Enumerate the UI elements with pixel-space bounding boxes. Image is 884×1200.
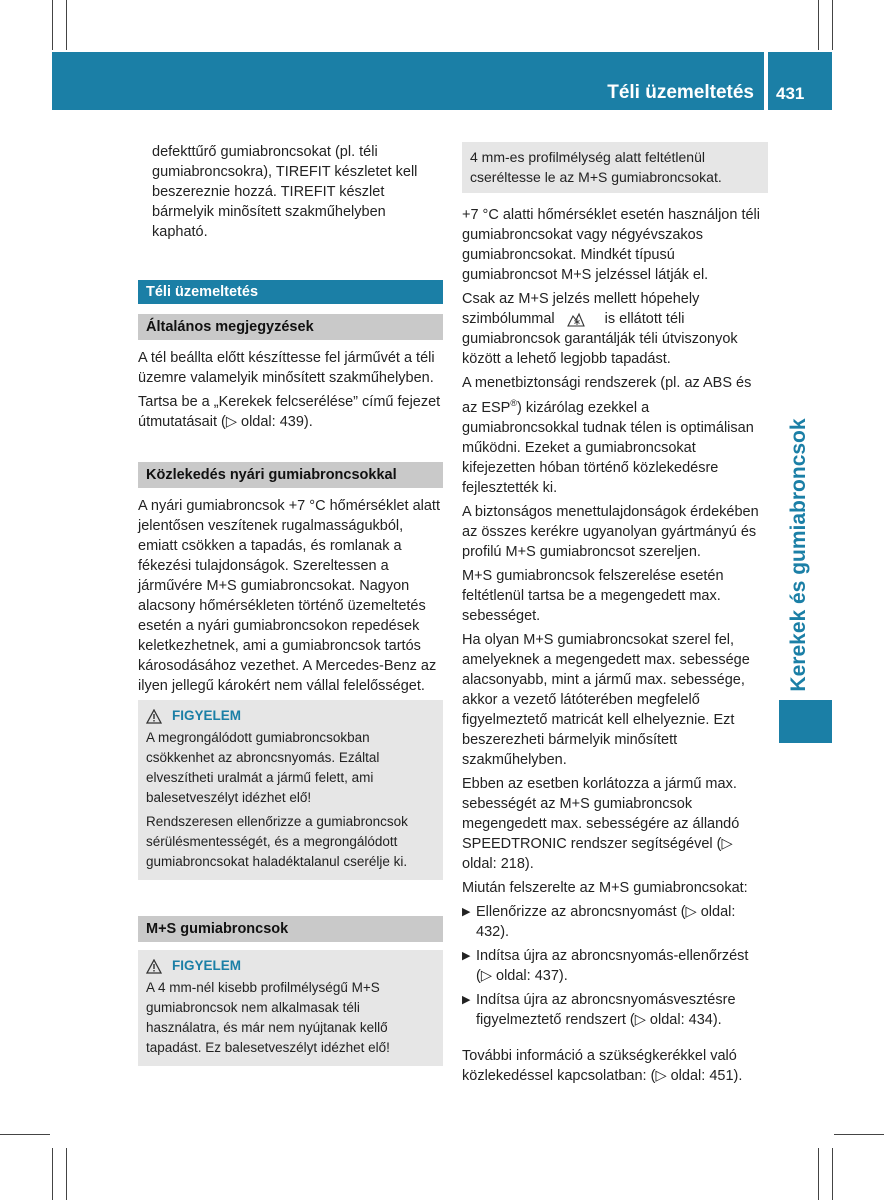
page-number: 431 <box>776 84 805 103</box>
warning-2-paragraph-1: A 4 mm-nél kisebb profilmélységű M+S gumiabroncsok nem alkalmasak téli használatra, és már nem nyújtanak kellő tapadást. Ez balesetveszélyt idézhet elő! <box>146 980 390 1055</box>
note-box: 4 mm-es profilmélység alatt feltétlenül cseréltesse le az M+S gumiabroncsokat. <box>462 142 768 193</box>
bullet-arrow-icon: ▶ <box>462 949 471 962</box>
warning-box-1 <box>138 700 443 880</box>
intro-paragraph: defekttűrő gumiabroncsokat (pl. téli gumiabroncsokra), TIREFIT készletet kell beszereznie hozzá. TIREFIT készlet bármelyik minõsített szakműhelyben kapható. <box>152 144 418 240</box>
right-column <box>462 142 768 1090</box>
list-item: ▶ Indítsa újra az abroncsnyomásvesztésre figyelmeztető rendszert (▷ oldal: 434). <box>462 991 736 1028</box>
right-paragraph-6: Ha olyan M+S gumiabroncsokat szerel fel, amelyeknek a megengedett max. sebessége alacsonyabb, mint a jármű max. sebessége, akkor a vezető látóterében megfelelő figyelmeztető matricát kell elhelyeznie. Ezt beszerezheti bármelyik minősített szakműhelyben. <box>462 631 750 768</box>
crop-mark <box>832 0 833 50</box>
section-heading-summer-tyres: Közlekedés nyári gumiabroncsokkal <box>138 462 443 488</box>
right-paragraph-4: A biztonságos menettulajdonságok érdekében az összes kerékre ugyanolyan gyártmányú és profilú M+S gumiabroncsot szereljen. <box>462 503 759 560</box>
bullet-arrow-icon: ▶ <box>462 993 471 1006</box>
general-paragraph-1: A tél beállta előtt készíttesse fel járművét a téli üzemre valamelyik minősített szakműhelyben. <box>138 350 435 386</box>
section-heading-general: Általános megjegyzések <box>138 314 443 340</box>
chapter-side-tab <box>779 700 832 743</box>
right-paragraph-1: +7 °C alatti hőmérséklet esetén használjon téli gumiabroncsokat vagy négyévszakos gumiabroncsokat. Mindkét típusú gumiabroncsot M+S jelzéssel látják el. <box>462 207 760 283</box>
left-column <box>138 142 443 1076</box>
list-item: ▶ Indítsa újra az abroncsnyomás-ellenőrzést (▷ oldal: 437). <box>462 947 749 984</box>
right-paragraph-2: Csak az M+S jelzés mellett hópehely szimbólummal is ellátott téli gumiabroncsok garantálják téli útviszonyok között a lehető legjobb tapadást. <box>462 291 738 367</box>
bullet-arrow-icon: ▶ <box>462 905 471 918</box>
crop-mark <box>66 1148 67 1200</box>
section-heading-winter: Téli üzemeltetés <box>138 280 443 304</box>
warning-triangle-icon <box>146 959 162 974</box>
header-bar <box>52 52 764 110</box>
section-heading-ms-tyres: M+S gumiabroncsok <box>138 916 443 942</box>
crop-mark <box>52 0 53 50</box>
mountain-snowflake-icon <box>567 309 585 327</box>
header-title: Téli üzemeltetés <box>607 82 754 103</box>
right-paragraph-3: A menetbiztonsági rendszerek (pl. az ABS és az ESP®) kizárólag ezekkel a gumiabroncsokkal tudnak télen is optimálisan működni. Ezeket a gumiabroncsokat kifejezetten hóban történő közlekedésre fejlesztették ki. <box>462 375 754 496</box>
right-paragraph-7: Ebben az esetben korlátozza a jármű max. sebességét az M+S gumiabroncsok megengedett max. sebességére az állandó SPEEDTRONIC rendszer segítségével (▷ oldal: 218). <box>462 775 740 872</box>
warning-1-paragraph-1: A megrongálódott gumiabroncsokban csökkenhet az abroncsnyomás. Ezáltal elveszítheti uralmát a jármű felett, ami balesetveszélyt idézhet elő! <box>146 730 380 805</box>
right-paragraph-9: További információ a szükségkerékkel való közlekedéssel kapcsolatban: (▷ oldal: 451). <box>462 1047 743 1084</box>
warning-1-paragraph-2: Rendszeresen ellenőrizze a gumiabroncsok sérülésmentességét, és a megrongálódott gumiabroncsokat haladéktalanul cserélje ki. <box>146 814 408 869</box>
right-paragraph-8: Miután felszerelte az M+S gumiabroncsokat: <box>462 879 748 896</box>
crop-mark <box>52 1148 53 1200</box>
chapter-side-label <box>774 415 824 695</box>
chapter-side-label-text: Kerekek és gumiabroncsok <box>787 418 810 692</box>
crop-mark <box>0 1134 50 1135</box>
warning-label: FIGYELEM <box>172 958 242 973</box>
list-item: ▶ Ellenőrizze az abroncsnyomást (▷ oldal: 432). <box>462 903 736 940</box>
right-paragraph-5: M+S gumiabroncsok felszerelése esetén feltétlenül tartsa be a megengedett max. sebességet. <box>462 567 724 624</box>
crop-mark <box>832 1148 833 1200</box>
crop-mark <box>66 0 67 50</box>
general-paragraph-2: Tartsa be a „Kerekek felcserélése” című fejezet útmutatásait (▷ oldal: 439). <box>138 394 441 430</box>
crop-mark <box>834 1134 884 1135</box>
crop-mark <box>818 1148 819 1200</box>
warning-triangle-icon <box>146 709 162 724</box>
crop-mark <box>818 0 819 50</box>
summer-paragraph: A nyári gumiabroncsok +7 °C hőmérséklet alatt jelentősen veszítenek rugalmasságukból, emiatt csökken a tapadás, és romlanak a fékezési tulajdonságok. Szereltessen a járművére M+S gumiabroncsokat. Nagyon alacsony hőmérsékleten történő üzemeltetés esetén a nyári gumiabroncsokon repedések keletkezhetnek, ami a gumiabroncsok tartós károsodásához vezethet. A Mercedes-Benz az ilyen jellegű károkért nem vállal felelősséget. <box>138 498 440 694</box>
warning-box-2 <box>138 950 443 1066</box>
page-number-bar <box>768 52 832 110</box>
warning-label: FIGYELEM <box>172 708 242 723</box>
